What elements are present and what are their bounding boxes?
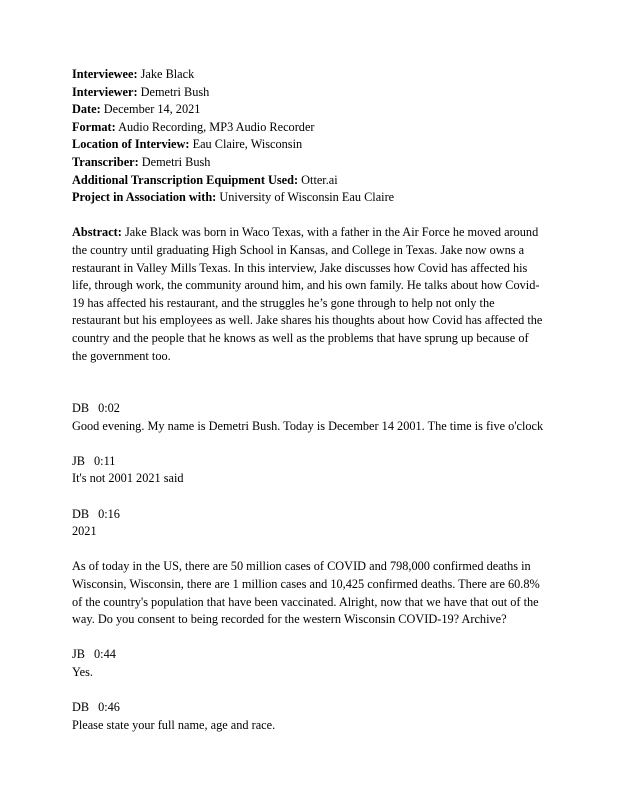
metadata-value: University of Wisconsin Eau Claire xyxy=(219,190,395,205)
speaker-line xyxy=(72,506,546,524)
speaker-initials: DB xyxy=(72,506,90,521)
timestamp: 0:11 xyxy=(94,453,116,468)
speaker-line xyxy=(72,646,546,664)
metadata-line-interviewer xyxy=(72,84,546,102)
metadata-value: Demetri Bush xyxy=(140,84,210,99)
speaker-line xyxy=(72,453,546,471)
metadata-line-format xyxy=(72,119,546,137)
metadata-line-project xyxy=(72,189,546,207)
timestamp: 0:44 xyxy=(94,647,116,662)
metadata-label: Format: xyxy=(72,119,116,134)
metadata-line-interviewee xyxy=(72,66,546,84)
metadata-block xyxy=(72,66,546,207)
metadata-label: Project in Association with: xyxy=(72,190,217,205)
metadata-label: Interviewee: xyxy=(72,67,138,81)
metadata-value: Jake Black xyxy=(140,67,195,81)
metadata-label: Location of Interview: xyxy=(72,137,190,152)
transcript-entry xyxy=(72,453,546,488)
metadata-value: Demetri Bush xyxy=(141,154,211,169)
abstract-text: Jake Black was born in Waco Texas, with a father in the Air Force he moved around the country until graduating High School in Kansas, and College in Texas. Jake now owns a restaurant in Valley Mills Texas. In this interview, Jake discusses how Covid has affected his life, through work, the community around him, and his own family. He talks about how Covid-19 has affected his restaurant, and the struggles he’s gone through to help not only the restaurant but his employees as well. Jake shares his thoughts about how Covid has affected the country and the people that he knows as well as the problems that have sprung up because of the government too. xyxy=(72,225,543,363)
speaker-initials: DB xyxy=(72,700,90,715)
metadata-label: Additional Transcription Equipment Used: xyxy=(72,172,299,187)
metadata-value: Eau Claire, Wisconsin xyxy=(192,137,303,152)
metadata-label: Interviewer: xyxy=(72,84,138,99)
metadata-value: December 14, 2021 xyxy=(103,102,201,117)
transcript-entry xyxy=(72,506,546,629)
utterance-paragraph: Please state your full name, age and race. xyxy=(72,717,276,732)
timestamp: 0:46 xyxy=(98,700,120,715)
timestamp: 0:16 xyxy=(98,506,120,521)
transcript-entry xyxy=(72,646,546,681)
abstract-label: Abstract: xyxy=(72,225,122,240)
transcript-section xyxy=(72,400,546,734)
metadata-line-transcriber xyxy=(72,154,546,172)
speaker-line xyxy=(72,699,546,717)
metadata-value: Audio Recording, MP3 Audio Recorder xyxy=(118,119,315,134)
metadata-label: Transcriber: xyxy=(72,154,139,169)
utterance-paragraph: Yes. xyxy=(72,665,93,679)
speaker-initials: DB xyxy=(72,401,90,416)
transcript-entry xyxy=(72,400,546,435)
speaker-initials: JB xyxy=(72,453,85,468)
metadata-line-equipment xyxy=(72,172,546,190)
metadata-label: Date: xyxy=(72,102,101,117)
metadata-value: Otter.ai xyxy=(301,172,338,187)
transcript-entry xyxy=(72,699,546,734)
utterance-paragraph: Good evening. My name is Demetri Bush. Today is December 14 2001. The time is five o'clock xyxy=(72,418,544,433)
speaker-line xyxy=(72,400,546,418)
utterance-paragraph: It's not 2001 2021 said xyxy=(72,471,184,486)
utterance-paragraph: 2021 xyxy=(72,524,97,539)
abstract-paragraph xyxy=(72,224,546,365)
timestamp: 0:02 xyxy=(98,401,120,416)
utterance-paragraph: As of today in the US, there are 50 million cases of COVID and 798,000 confirmed deaths in Wisconsin, Wisconsin, there are 1 million cases and 10,425 confirmed deaths. There are 60.8% of the country's population that have been vaccinated. Alright, now that we have that out of the way. Do you consent to being recorded for the western Wisconsin COVID-19? Archive? xyxy=(72,559,540,627)
metadata-line-location xyxy=(72,136,546,154)
speaker-initials: JB xyxy=(72,647,85,662)
metadata-line-date xyxy=(72,101,546,119)
